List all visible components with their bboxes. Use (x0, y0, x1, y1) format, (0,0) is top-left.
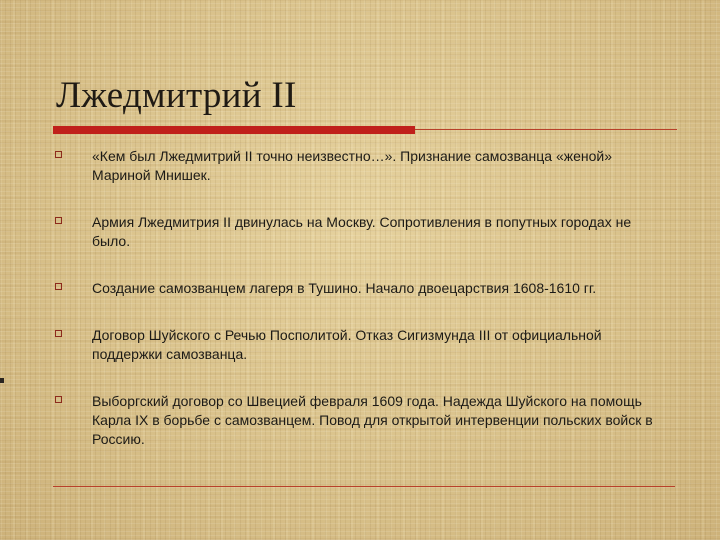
bullet-item (55, 213, 655, 251)
bullet-item (55, 147, 655, 185)
title-divider-line (415, 129, 677, 130)
bullet-item (55, 279, 655, 298)
bullet-text: Выборгский договор со Швецией февраля 1609 года. Надежда Шуйского на помощь Карла IX в борьбе с самозванцем. Повод для открытой интервенции польских войск в Россию. (92, 393, 653, 447)
square-bullet-icon (55, 396, 62, 403)
edge-mark (0, 378, 4, 383)
slide-title: Лжедмитрий II (56, 75, 297, 116)
bullet-text: Создание самозванцем лагеря в Тушино. Начало двоецарствия 1608-1610 гг. (92, 280, 597, 296)
bullet-text: Договор Шуйского с Речью Посполитой. Отказ Сигизмунда III от официальной поддержки самозванца. (92, 327, 602, 362)
bullet-text: Армия Лжедмитрия II двинулась на Москву. Сопротивления в попутных городах не было. (92, 214, 632, 249)
square-bullet-icon (55, 283, 62, 290)
square-bullet-icon (55, 151, 62, 158)
bullet-item (55, 392, 655, 449)
square-bullet-icon (55, 330, 62, 337)
bullet-item (55, 326, 655, 364)
title-accent-bar (53, 126, 415, 134)
bullet-list (55, 147, 655, 477)
bullet-text: «Кем был Лжедмитрий II точно неизвестно…». Признание самозванца «женой» Мариной Мнишек. (92, 148, 613, 183)
square-bullet-icon (55, 217, 62, 224)
bottom-divider-line (53, 486, 675, 487)
